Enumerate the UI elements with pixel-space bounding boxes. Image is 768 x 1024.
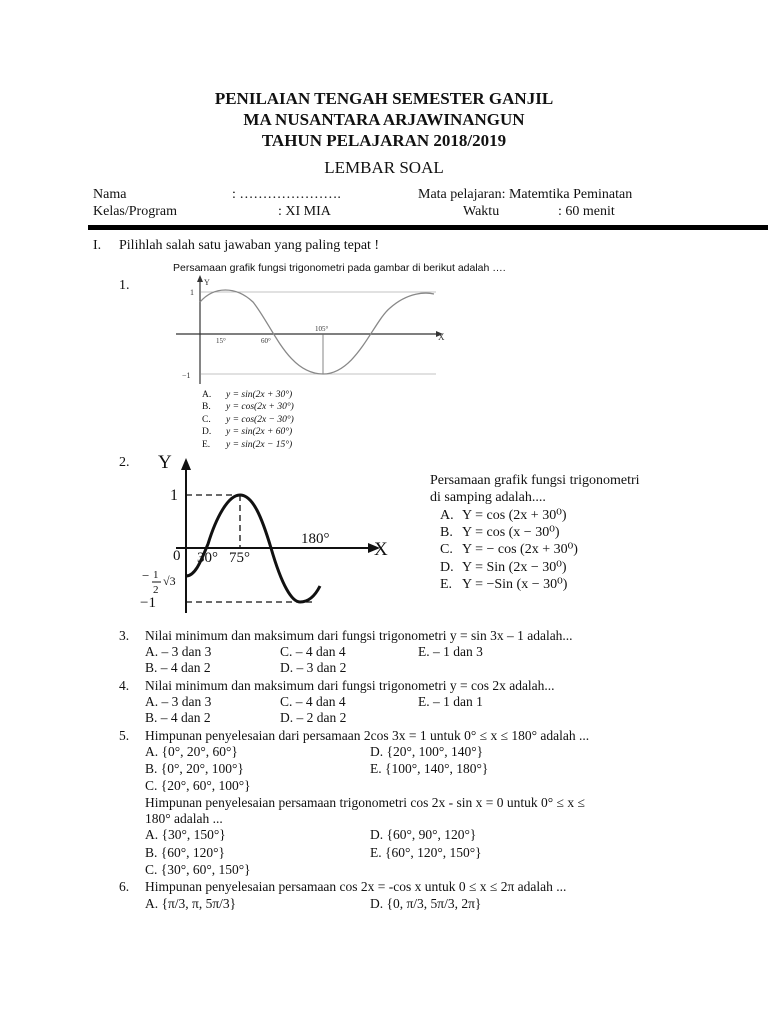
section-instruction: Pilihlah salah satu jawaban yang paling tepat !	[119, 238, 380, 253]
q5b-option-d[interactable]: D. {60°, 90°, 120°}	[370, 827, 477, 842]
q3-option-d[interactable]: D. – 3 dan 2	[280, 660, 347, 675]
q1-option-d[interactable]: D. y = sin(2x + 60°)	[202, 427, 293, 438]
header-divider	[88, 225, 768, 230]
q1-ytick-top: 1	[190, 288, 194, 297]
q5b-option-e[interactable]: E. {60°, 120°, 150°}	[370, 845, 482, 860]
q2-option-c[interactable]: C. Y = − cos (2x + 30⁰)	[440, 542, 578, 558]
q6-text: Himpunan penyelesaian persamaan cos 2x = -cos x untuk 0 ≤ x ≤ 2π adalah ...	[145, 879, 567, 894]
q2-sqrt3: √3	[163, 574, 176, 588]
q1-xtick-3: 105°	[315, 325, 329, 333]
q4-option-b[interactable]: B. – 4 dan 2	[145, 710, 211, 725]
q4-option-d[interactable]: D. – 2 dan 2	[280, 710, 347, 725]
q1-y-arrow	[197, 275, 203, 282]
name-label: Nama	[93, 187, 127, 202]
class-value: : XI MIA	[278, 204, 331, 219]
q3-option-a[interactable]: A. – 3 dan 3	[145, 644, 212, 659]
q2-y-label: Y	[158, 452, 172, 473]
q5b-option-c[interactable]: C. {30°, 60°, 150°}	[145, 862, 251, 877]
q5-option-e[interactable]: E. {100°, 140°, 180°}	[370, 761, 489, 776]
q4-option-c[interactable]: C. – 4 dan 4	[280, 694, 346, 709]
q2-prompt-1: Persamaan grafik fungsi trigonometri	[430, 473, 640, 488]
class-label: Kelas/Program	[93, 204, 177, 219]
q6-option-d[interactable]: D. {0, π/3, 5π/3, 2π}	[370, 896, 482, 911]
q1-option-e[interactable]: E. y = sin(2x − 15°)	[202, 439, 293, 450]
q2-frac-num: 1	[153, 569, 159, 581]
q6-number: 6.	[119, 879, 130, 894]
q2-origin: 0	[173, 548, 181, 564]
subject-text: Mata pelajaran: Matemtika Peminatan	[418, 187, 633, 202]
q5b-text-1: Himpunan penyelesaian persamaan trigonometri cos 2x - sin x = 0 untuk 0° ≤ x ≤	[145, 795, 585, 810]
q3-number: 3.	[119, 628, 130, 643]
q1-graph	[168, 272, 458, 387]
q1-y-label: Y	[204, 278, 210, 287]
time-label: Waktu	[463, 204, 500, 219]
q5-text: Himpunan penyelesaian dari persamaan 2cos 3x = 1 untuk 0° ≤ x ≤ 180° adalah ...	[145, 728, 590, 743]
q6-option-a[interactable]: A. {π/3, π, 5π/3}	[145, 896, 237, 911]
q1-x-label: X	[438, 332, 445, 342]
q1-ytick-bottom: −1	[182, 371, 191, 380]
header-school: MA NUSANTARA ARJAWINANGUN	[243, 110, 525, 129]
header-year: TAHUN PELAJARAN 2018/2019	[261, 131, 507, 150]
q1-option-a[interactable]: A. y = sin(2x + 30°)	[202, 390, 293, 400]
q4-option-e[interactable]: E. – 1 dan 1	[418, 694, 483, 709]
q2-xtick-1: 30°	[197, 550, 218, 566]
q3-option-e[interactable]: E. – 1 dan 3	[418, 644, 483, 659]
q2-options	[440, 507, 578, 593]
q2-graph	[140, 448, 400, 618]
q1-xtick-1: 15°	[216, 337, 226, 345]
q2-ytick-bottom: −1	[140, 595, 156, 611]
q4-option-a[interactable]: A. – 3 dan 3	[145, 694, 212, 709]
q1-option-b[interactable]: B. y = cos(2x + 30°)	[202, 402, 294, 413]
q2-frac-den: 2	[153, 584, 159, 596]
q5-option-a[interactable]: A. {0°, 20°, 60°}	[145, 744, 238, 759]
q3-text: Nilai minimum dan maksimum dari fungsi trigonometri y = sin 3x – 1 adalah...	[145, 628, 573, 643]
section-number: I.	[93, 238, 102, 253]
q2-number: 2.	[119, 455, 130, 470]
q4-text: Nilai minimum dan maksimum dari fungsi trigonometri y = cos 2x adalah...	[145, 678, 555, 693]
q3-option-c[interactable]: C. – 4 dan 4	[280, 644, 346, 659]
q5b-text-2: 180° adalah ...	[145, 811, 223, 826]
q2-ytick-top: 1	[170, 487, 178, 504]
q3-option-b[interactable]: B. – 4 dan 2	[145, 660, 211, 675]
q4-number: 4.	[119, 678, 130, 693]
q5-number: 5.	[119, 728, 130, 743]
q2-option-e[interactable]: E. Y = −Sin (x − 30⁰)	[440, 576, 568, 592]
q2-x-label: X	[374, 539, 388, 560]
q1-xtick-2: 60°	[261, 337, 271, 345]
q2-xtick-3: 180°	[301, 531, 330, 547]
q5-option-b[interactable]: B. {0°, 20°, 100°}	[145, 761, 244, 776]
q1-option-c[interactable]: C. y = cos(2x − 30°)	[202, 414, 294, 425]
name-value: : ………………….	[232, 187, 341, 202]
q5-option-d[interactable]: D. {20°, 100°, 140°}	[370, 744, 484, 759]
q2-option-a[interactable]: A. Y = cos (2x + 30⁰)	[440, 508, 567, 523]
header-title: PENILAIAN TENGAH SEMESTER GANJIL	[214, 89, 554, 108]
q2-xtick-2: 75°	[229, 550, 250, 566]
q1-options	[202, 389, 294, 451]
q2-y-arrow	[181, 458, 191, 470]
q1-prompt: Persamaan grafik fungsi trigonometri pada gambar di berikut adalah ….	[173, 262, 506, 274]
q2-option-b[interactable]: B. Y = cos (x − 30⁰)	[440, 525, 560, 541]
q2-ytick-minus: −	[142, 568, 150, 583]
q2-prompt-2: di samping adalah....	[430, 490, 546, 505]
time-value: : 60 menit	[558, 204, 615, 219]
q1-number: 1.	[119, 278, 130, 293]
q2-option-d[interactable]: D. Y = Sin (2x − 30⁰)	[440, 559, 567, 575]
q5b-option-b[interactable]: B. {60°, 120°}	[145, 845, 226, 860]
sheet-title: LEMBAR SOAL	[324, 158, 444, 177]
q5b-option-a[interactable]: A. {30°, 150°}	[145, 827, 226, 842]
q5-option-c[interactable]: C. {20°, 60°, 100°}	[145, 778, 251, 793]
